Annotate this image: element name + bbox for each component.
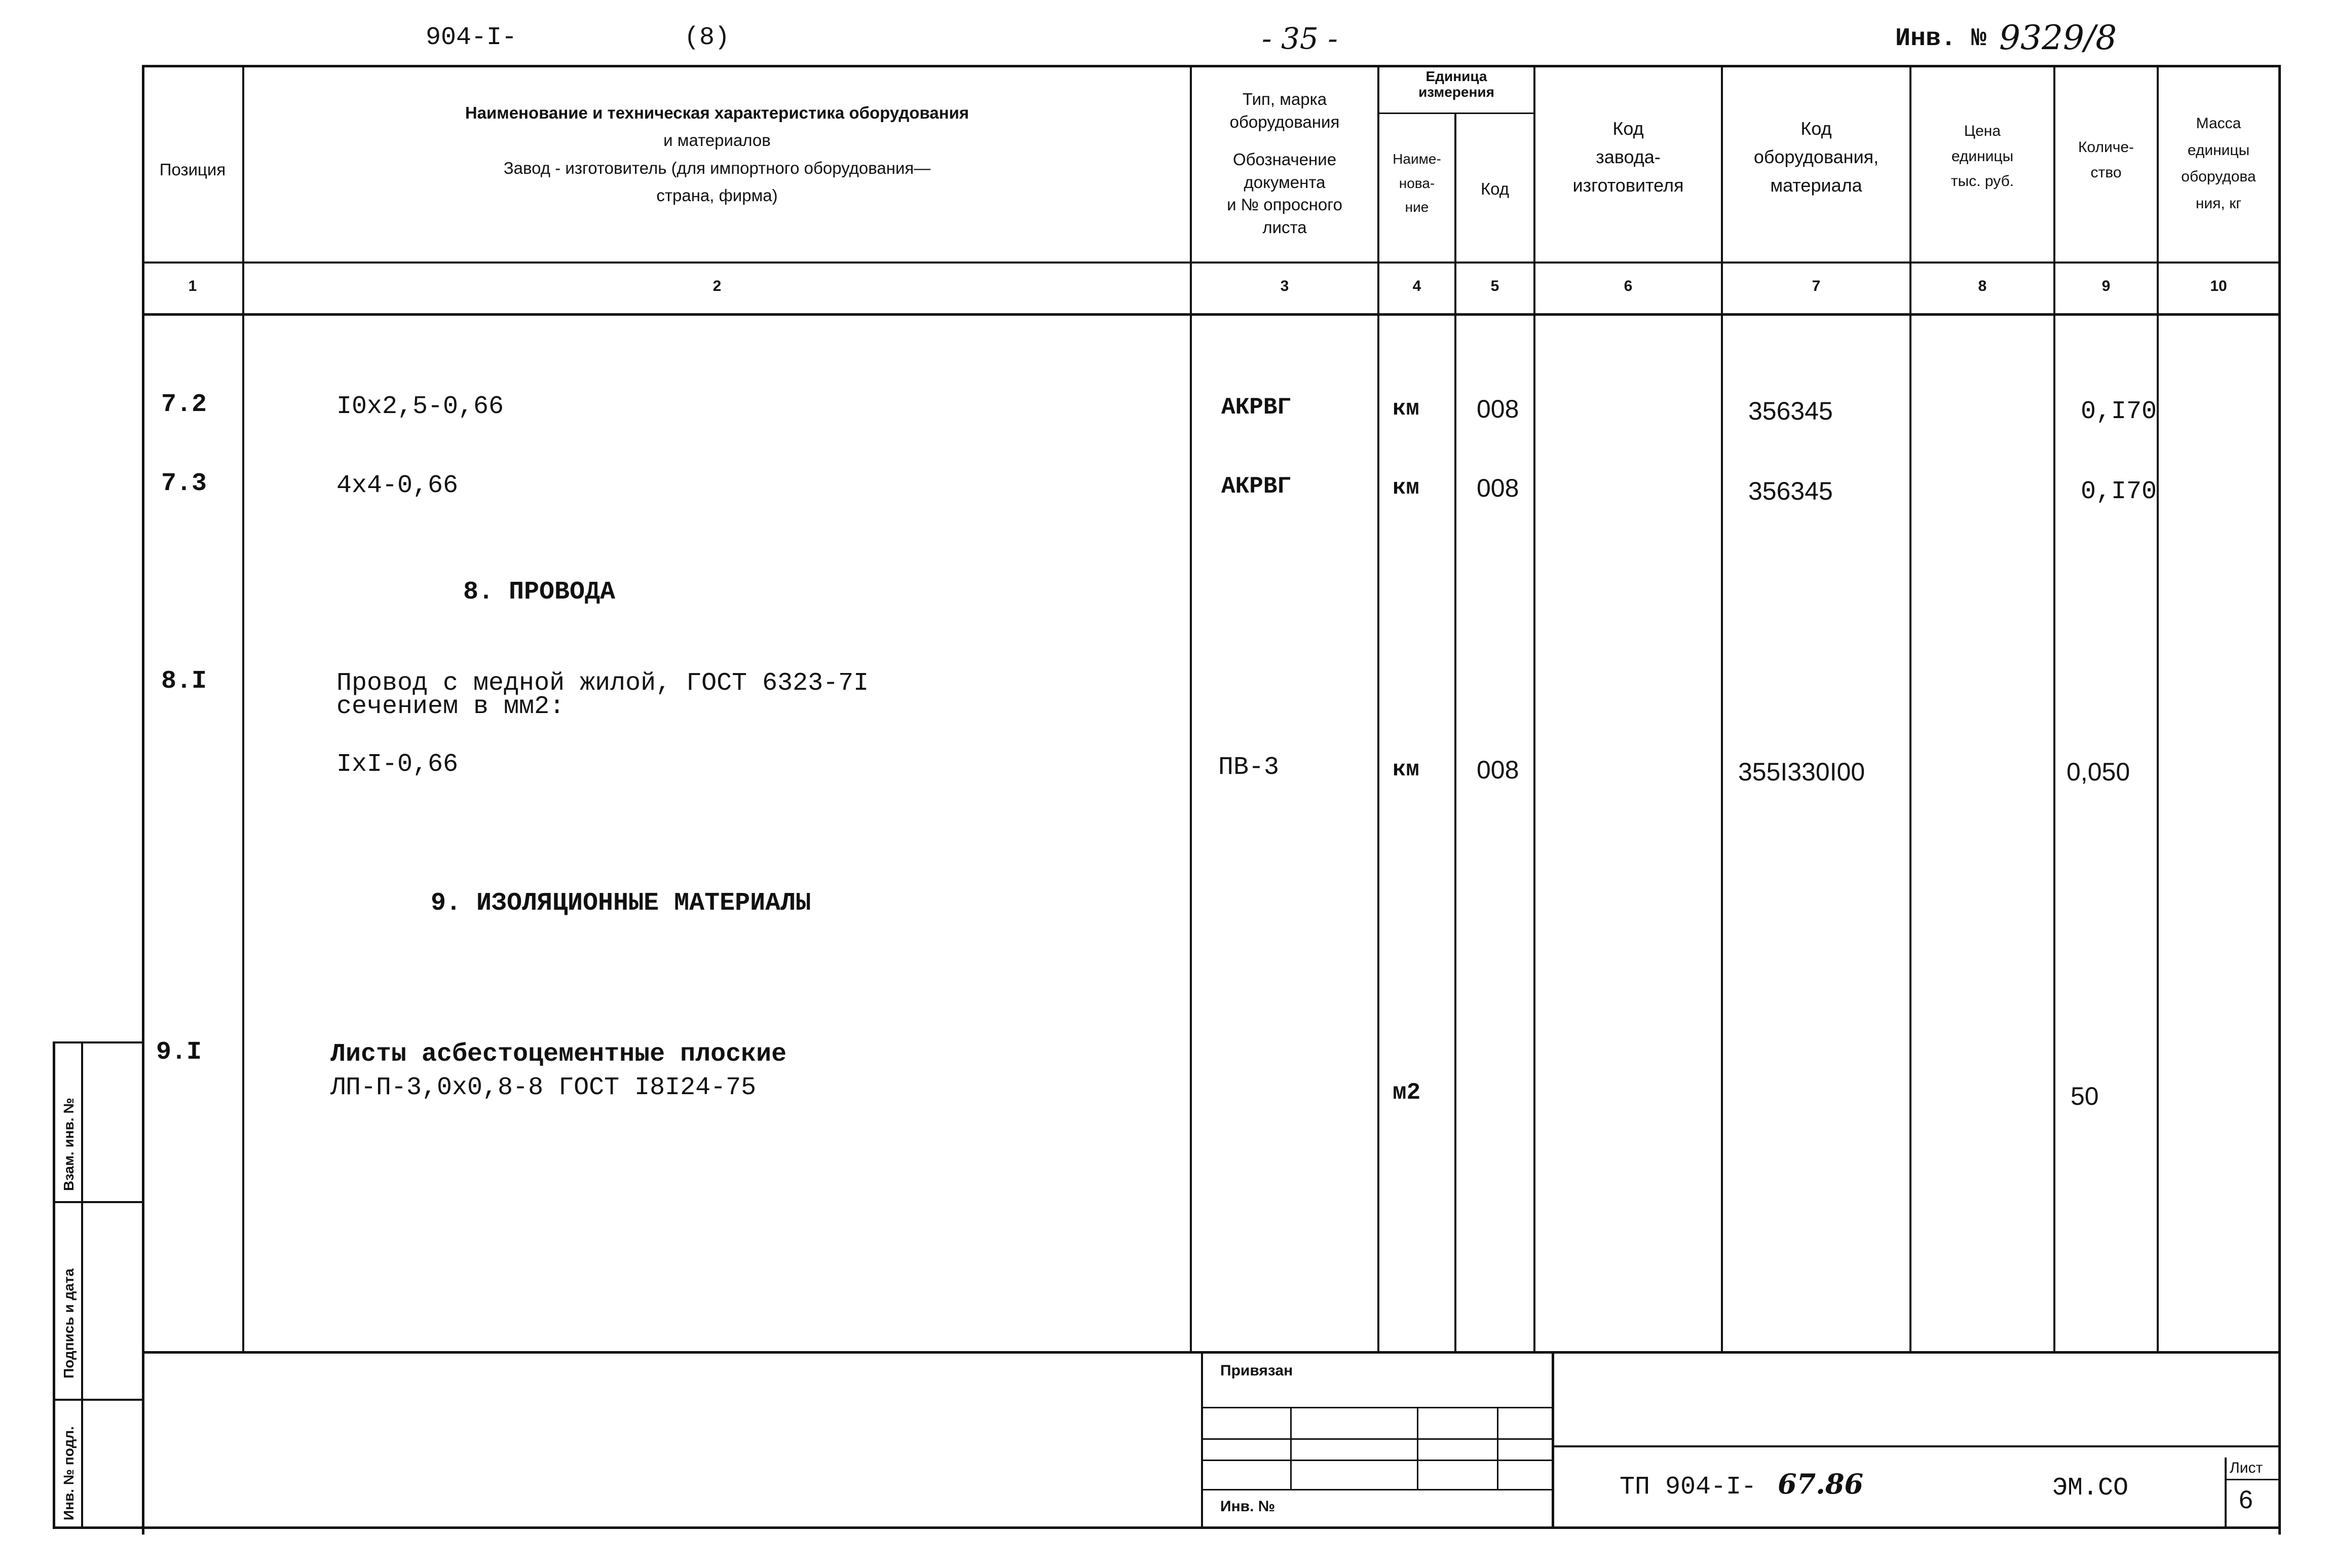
colnum-1: 1 (188, 278, 197, 294)
stamp-doc-code-handwritten: 67.86 (1778, 1468, 1864, 1500)
series-code: 904-I- (426, 23, 517, 52)
row-8-1-name-line3: IxI-0,66 (336, 750, 459, 779)
row-9-1-position: 9.I (156, 1038, 202, 1067)
row-7-2-quantity: 0,I70 (2081, 397, 2157, 426)
stamp-inventory-label: Инв. № (1220, 1498, 1275, 1515)
col-divider-3 (1377, 65, 1379, 1352)
page-number: - 35 - (1262, 21, 1338, 56)
side-divider-1 (53, 1041, 144, 1043)
stamp-list-left (2225, 1458, 2227, 1528)
header-factory-code: Код завода- изготовителя (1572, 118, 1684, 196)
header-price: Цена единицы тыс. руб. (1950, 123, 2014, 190)
side-label-replaced-inventory: Взам. инв. № (61, 1098, 77, 1191)
row-8-1-material-code: 355I330I00 (1738, 758, 1865, 786)
frame-right (2278, 65, 2281, 1535)
row-7-3-code: 008 (1477, 474, 1519, 502)
row-8-1-unit: км (1393, 757, 1419, 782)
row-7-3-quantity: 0,I70 (2081, 477, 2157, 506)
row-9-1-unit: м2 (1393, 1079, 1421, 1106)
side-divider-2 (53, 1201, 144, 1203)
stamp-privyazan-right (1552, 1351, 1554, 1528)
colnum-5: 5 (1490, 278, 1499, 294)
stamp-list-mid (2225, 1479, 2280, 1480)
row-9-1-name-line1: Листы асбестоцементные плоские (330, 1040, 787, 1069)
row-7-2-name: I0x2,5-0,66 (336, 392, 504, 421)
header-unit: Единица измерения (1418, 68, 1494, 100)
colnum-2: 2 (712, 278, 722, 294)
stamp-list-value: 6 (2239, 1485, 2253, 1514)
colnum-4: 4 (1412, 278, 1421, 294)
stamp-right-mid (1552, 1445, 2280, 1447)
stamp-privyazan-col1 (1290, 1407, 1292, 1489)
header-quantity: Количе- ство (2078, 139, 2134, 181)
col-divider-2 (1190, 65, 1192, 1352)
stamp-privyazan-row1 (1201, 1407, 1552, 1408)
colnum-bottom (142, 313, 2280, 316)
header-bottom (142, 262, 2280, 264)
header-position: Позиция (159, 160, 226, 179)
stamp-privyazan-row4 (1201, 1489, 1552, 1490)
col-divider-8 (2053, 65, 2055, 1352)
stamp-privyazan-row2 (1201, 1438, 1552, 1440)
side-divider-vertical (81, 1041, 83, 1528)
col-divider-9 (2157, 65, 2159, 1352)
row-7-3-unit: км (1393, 475, 1419, 501)
row-9-1-name-line2: ЛП-П-3,0x0,8-8 ГОСТ I8I24-75 (330, 1073, 757, 1102)
header-name: Наименование и техническая характеристика оборудования и материалов Завод - изготовитель (для импортного оборудования— страна, фирма) (465, 103, 969, 205)
frame-outer-left (53, 1041, 55, 1528)
row-9-1-quantity: 50 (2071, 1082, 2099, 1110)
stamp-list-label: Лист (2230, 1460, 2263, 1476)
side-divider-3 (53, 1399, 144, 1401)
col-divider-1 (242, 65, 244, 1352)
side-label-signature-date: Подпись и дата (61, 1268, 77, 1378)
row-7-2-code: 008 (1477, 395, 1519, 423)
side-label-original-inventory: Инв. № подл. (61, 1426, 77, 1520)
row-7-2-type: АКРВГ (1221, 394, 1292, 421)
stamp-privyazan-col3 (1497, 1407, 1498, 1489)
col-divider-7 (1909, 65, 1911, 1352)
stamp-doc-code-prefix: ТП 904-I- (1620, 1473, 1757, 1502)
row-8-1-name-line1: Провод с медной жилой, ГОСТ 6323-7I (336, 669, 869, 698)
row-8-1-quantity: 0,050 (2067, 758, 2130, 786)
row-8-1-type: ПВ-3 (1218, 753, 1280, 782)
colnum-7: 7 (1812, 278, 1821, 294)
col-divider-4 (1454, 113, 1456, 1352)
stamp-privyazan-row3 (1201, 1460, 1552, 1461)
colnum-10: 10 (2210, 278, 2227, 294)
col-divider-6 (1721, 65, 1723, 1352)
header-material-code: Код оборудования, материала (1753, 118, 1879, 196)
inventory-label: Инв. № (1895, 24, 1987, 53)
row-7-2-unit: км (1393, 396, 1419, 422)
colnum-3: 3 (1280, 278, 1289, 294)
part-number: (8) (684, 23, 730, 52)
stamp-sheet-code: ЭМ.СО (2052, 1474, 2129, 1503)
stamp-privyazan-left (1201, 1351, 1203, 1528)
stamp-privyazan-label: Привязан (1220, 1362, 1293, 1379)
header-unit-code: Код (1480, 179, 1510, 198)
colnum-6: 6 (1624, 278, 1633, 294)
row-7-3-type: АКРВГ (1221, 473, 1292, 500)
frame-top (142, 65, 2280, 67)
row-8-1-position: 8.I (161, 667, 207, 696)
frame-bottom (53, 1526, 2281, 1529)
row-7-3-name: 4x4-0,66 (336, 471, 459, 500)
section-9-title: 9. ИЗОЛЯЦИОННЫЕ МАТЕРИАЛЫ (431, 889, 811, 918)
header-unit-name: Наиме- нова- ние (1393, 151, 1441, 215)
colnum-9: 9 (2101, 278, 2111, 294)
header-mass: Масса единицы оборудова ния, кг (2181, 115, 2256, 212)
row-8-1-code: 008 (1477, 756, 1519, 784)
stamp-privyazan-col2 (1417, 1407, 1418, 1489)
col-divider-5 (1533, 65, 1535, 1352)
section-8-title: 8. ПРОВОДА (463, 578, 616, 607)
row-7-2-position: 7.2 (161, 390, 207, 419)
header-type: Тип, марка оборудования Обозначение документа и № опросного листа (1227, 90, 1342, 237)
row-7-2-material-code: 356345 (1748, 397, 1833, 425)
row-7-3-position: 7.3 (161, 469, 207, 498)
inventory-number: 9329/8 (1999, 18, 2117, 57)
row-8-1-name-line2: сечением в мм2: (336, 692, 565, 721)
row-7-3-material-code: 356345 (1748, 477, 1833, 505)
stamp-top (142, 1351, 2280, 1354)
colnum-8: 8 (1978, 278, 1987, 294)
